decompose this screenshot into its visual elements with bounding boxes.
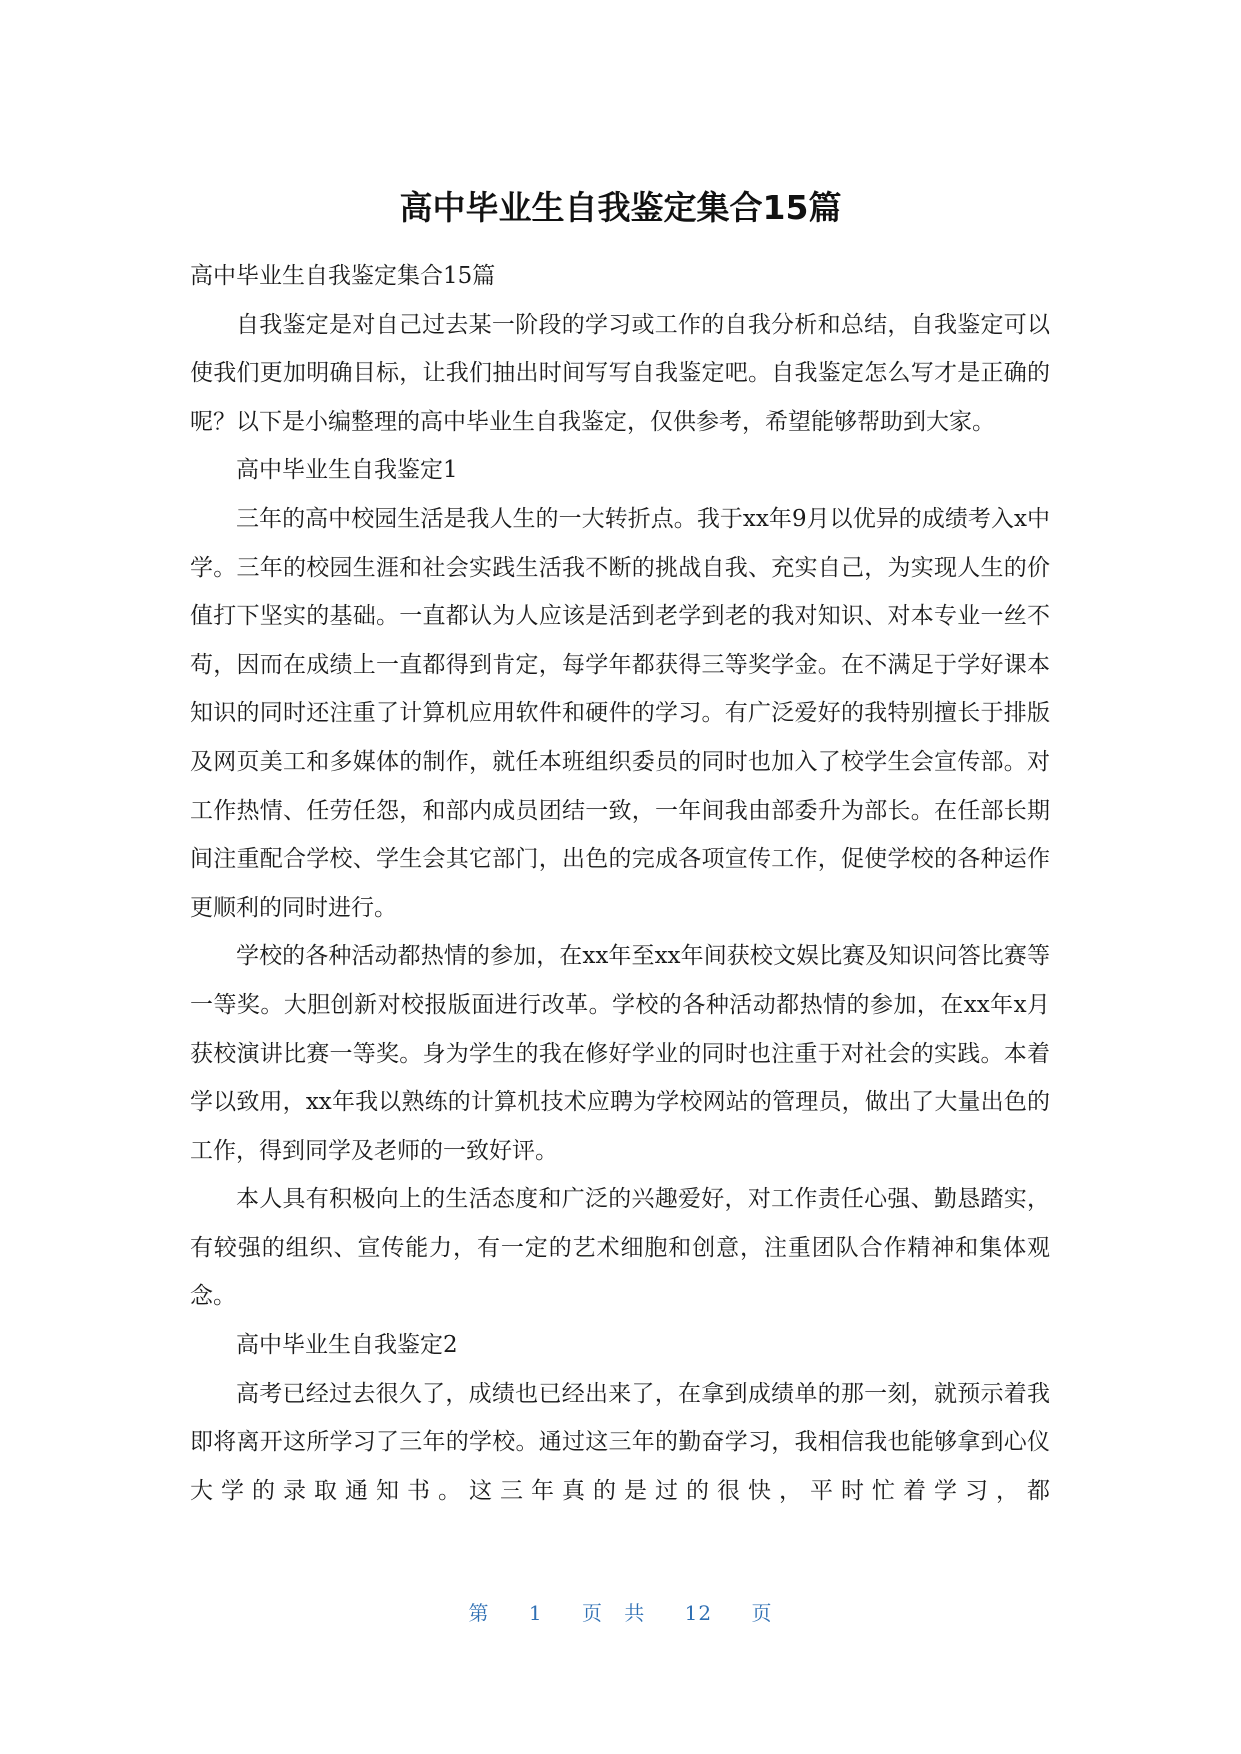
footer-label-of: 页 共 [581, 1601, 646, 1625]
footer-label-pages: 页 [751, 1601, 773, 1625]
footer-current-page: 1 [528, 1601, 543, 1625]
document-title: 高中毕业生自我鉴定集合15篇 [399, 188, 842, 227]
section-heading-2: 高中毕业生自我鉴定2 [236, 1332, 458, 1359]
section1-paragraph-3: 本人具有积极向上的生活态度和广泛的兴趣爱好，对工作责任心强、勤恳踏实，有较强的组织、宣传能力，有一定的艺术细胞和创意，注重团队合作精神和集体观念。 [190, 1186, 1050, 1310]
intro-paragraph: 自我鉴定是对自己过去某一阶段的学习或工作的自我分析和总结，自我鉴定可以使我们更加明确目标，让我们抽出时间写写自我鉴定吧。自我鉴定怎么写才是正确的呢？以下是小编整理的高中毕业生自我鉴定，仅供参考，希望能够帮助到大家。 [190, 311, 1050, 435]
page-footer [0, 1599, 1241, 1627]
section2-paragraph-1: 高考已经过去很久了，成绩也已经出来了，在拿到成绩单的那一刻，就预示着我即将离开这所学习了三年的学校。通过这三年的勤奋学习，我相信我也能够拿到心仪大学的录取通知书。这三年真的是过的很快，平时忙着学习，都 [190, 1380, 1050, 1504]
section1-paragraph-1: 三年的高中校园生活是我人生的一大转折点。我于xx年9月以优异的成绩考入x中学。三年的校园生涯和社会实践生活我不断的挑战自我、充实自己，为实现人生的价值打下坚实的基础。一直都认为人应该是活到老学到老的我对知识、对本专业一丝不苟，因而在成绩上一直都得到肯定，每学年都获得三等奖学金。在不满足于学好课本知识的同时还注重了计算机应用软件和硬件的学习。有广泛爱好的我特别擅长于排版及网页美工和多媒体的制作，就任本班组织委员的同时也加入了校学生会宣传部。对工作热情、任劳任怨，和部内成员团结一致，一年间我由部委升为部长。在任部长期间注重配合学校、学生会其它部门，出色的完成各项宣传工作，促使学校的各种运作更顺利的同时进行。 [190, 505, 1050, 921]
document-subtitle: 高中毕业生自我鉴定集合15篇 [190, 263, 496, 289]
footer-label-page: 第 [468, 1601, 490, 1625]
footer-total-pages: 12 [684, 1601, 713, 1625]
section1-paragraph-2: 学校的各种活动都热情的参加，在xx年至xx年间获校文娱比赛及知识问答比赛等一等奖。大胆创新对校报版面进行改革。学校的各种活动都热情的参加，在xx年x月获校演讲比赛一等奖。身为学生的我在修好学业的同时也注重于对社会的实践。本着学以致用，xx年我以熟练的计算机技术应聘为学校网站的管理员，做出了大量出色的工作，得到同学及老师的一致好评。 [190, 943, 1050, 1164]
section-heading-1: 高中毕业生自我鉴定1 [236, 457, 458, 484]
document-body [190, 252, 1050, 1515]
